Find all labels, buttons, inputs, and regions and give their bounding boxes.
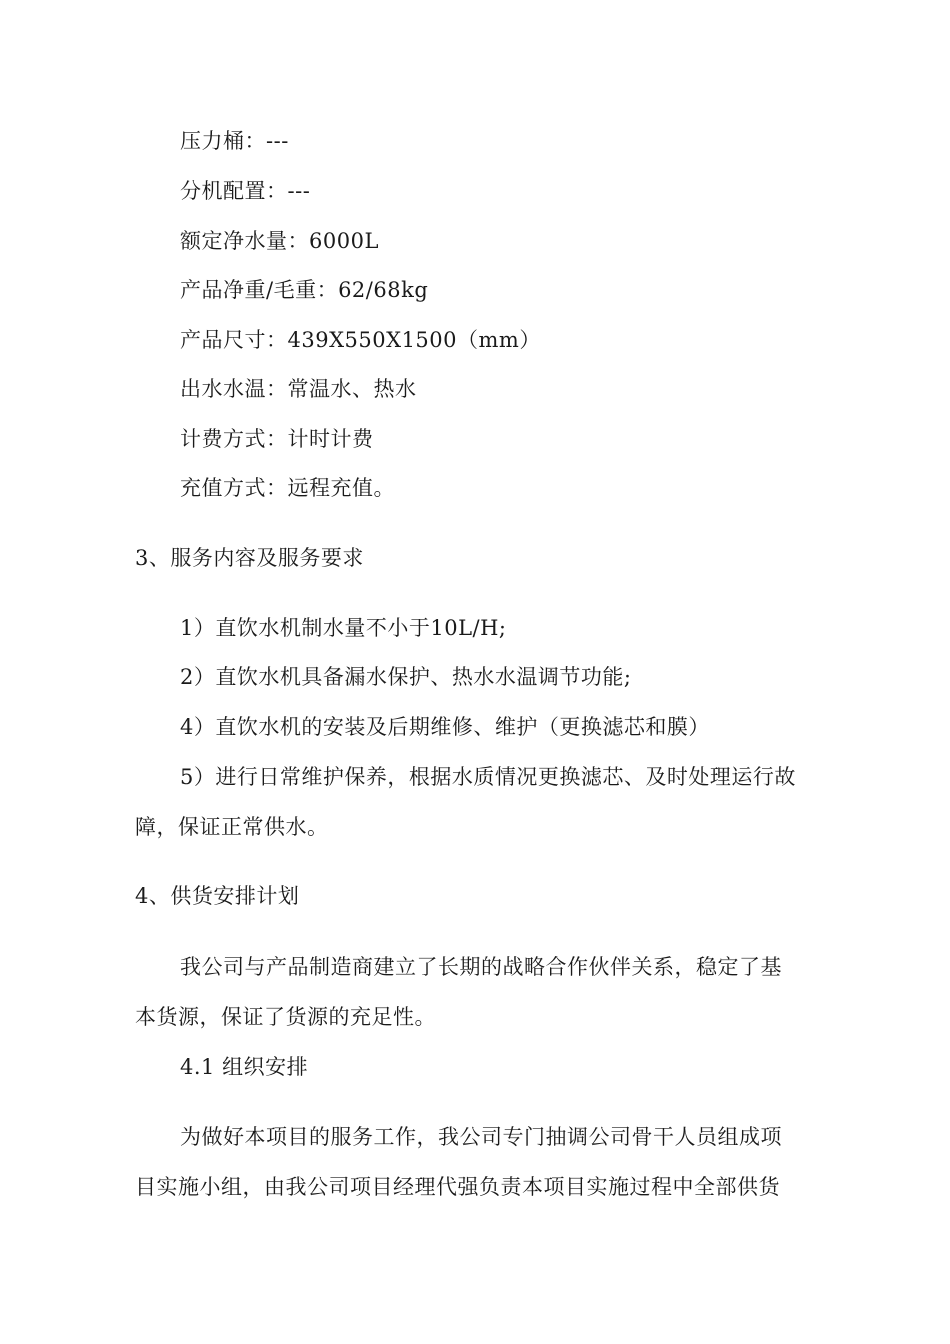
spec-water-temp: 出水水温：常温水、热水 bbox=[180, 377, 417, 401]
spec-weight: 产品净重/毛重：62/68kg bbox=[180, 278, 429, 302]
subsection-4-1-heading: 4.1 组织安排 bbox=[180, 1055, 309, 1079]
spec-recharge: 充值方式：远程充值。 bbox=[180, 476, 395, 500]
paragraph-1-line-1: 我公司与产品制造商建立了长期的战略合作伙伴关系，稳定了基 bbox=[180, 955, 782, 979]
list-item-1: 1）直饮水机制水量不小于10L/H; bbox=[180, 616, 507, 640]
paragraph-1-line-2: 本货源，保证了货源的充足性。 bbox=[135, 1005, 436, 1029]
spec-dimensions: 产品尺寸：439X550X1500（mm） bbox=[180, 328, 541, 352]
spec-rated-water: 额定净水量：6000L bbox=[180, 229, 379, 253]
section-4-heading: 4、供货安排计划 bbox=[135, 884, 300, 908]
list-item-2: 2）直饮水机具备漏水保护、热水水温调节功能; bbox=[180, 665, 632, 689]
spec-unit-config: 分机配置：--- bbox=[180, 179, 311, 203]
section-3-heading: 3、服务内容及服务要求 bbox=[135, 546, 364, 570]
list-item-5-line-1: 5）进行日常维护保养，根据水质情况更换滤芯、及时处理运行故 bbox=[180, 765, 796, 789]
spec-pressure-tank: 压力桶：--- bbox=[180, 129, 289, 153]
paragraph-2-line-1: 为做好本项目的服务工作，我公司专门抽调公司骨干人员组成项 bbox=[180, 1125, 782, 1149]
spec-billing: 计费方式：计时计费 bbox=[180, 427, 374, 451]
list-item-4: 4）直饮水机的安装及后期维修、维护（更换滤芯和膜） bbox=[180, 715, 710, 739]
list-item-5-line-2: 障，保证正常供水。 bbox=[135, 815, 329, 839]
paragraph-2-line-2: 目实施小组，由我公司项目经理代强负责本项目实施过程中全部供货 bbox=[135, 1175, 780, 1199]
